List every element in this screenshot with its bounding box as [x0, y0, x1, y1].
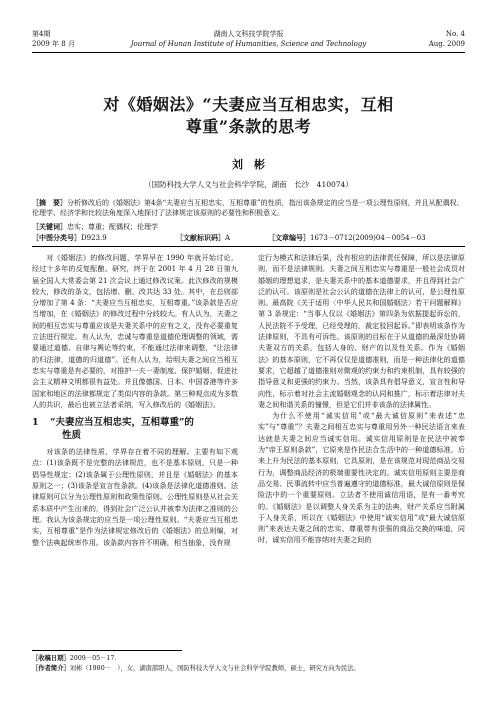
footnote-rule — [32, 650, 182, 651]
received-label: ［收稿日期］ — [32, 655, 70, 662]
clc-number — [32, 233, 107, 243]
keywords-text: 忠实；尊重；配偶权；伦理学 — [67, 223, 158, 231]
title-line-2: 尊重”条款的思考 — [185, 117, 312, 136]
abstract-rule — [32, 246, 465, 247]
footnote-received — [32, 654, 465, 663]
running-header — [32, 30, 465, 52]
abstract-label: ［摘 要］ — [32, 198, 67, 207]
section-1-number: 1 — [32, 417, 39, 429]
document-code — [176, 233, 230, 243]
journal-title-cn: 湖南人文科技学院学报 — [213, 30, 284, 38]
continued-paragraph: 定行为模式和法律后果，没有相应的法律责任保障，所以是法律原则，而不是法律规则。夫妻之间互相忠实与尊重是一般社会成员对婚姻的理想追求，是夫妻关系中的基本道德要求，并且得到社会广泛的认可。该原则是社会公认的道德在法律上的认可，是公理性原则。最高院《关于适用〈中华人民共和国婚姻法〉若干问题解释》第 3 条规定：“当事人仅以《婚姻法》第四条为依据提起诉讼的，人民法院不予受理，已经受理的，裁定驳回起诉。”即表明该条作为法律原则，不具有可诉性。该原则的目标在于从道德的最深处协调夫妻双方的关系，包括人身的、财产的以及性关系。作为《婚姻法》的基本原则，它不再仅仅是道德准则，而是一种法律化的道德要求，它超越了道德准则对微观的约束力和约束机制，具有较强的指导意义和更强的约束力。当然，该条具有倡导意义，宣言性和导向性，标示着对社会主流婚姻观念的认同和推广，标示着法律对夫妻之间和谐关系的憧憬，但是它们并非该条的法律属性。 — [258, 253, 465, 409]
second-paragraph: 为什么不使用“诚实信用”或“最大诚信原则”来表述“忠实”与“尊重”？夫妻之间相互忠实与尊重用另外一种民法语言来表达就是夫妻之间应当诚实信用。诚实信用原则是在民法中被奉为“帝王原则条款”，它原来是作民法合生活中的一种道德标准，后来上升为民法的基本原则，它具原则，是在该规范对现范商品交易行为，调整商品经济的极端重要性决定的。诚实信用原则主要是商品交易、民事流转中应当普遍遵守的道德标准，最大诚信原则是保险法中的一个重要原则。立法者不使用诚信用语，是有一番考究的。《婚姻法》是以调整人身关系为主的法典，财产关系应当附属于人身关系，所以在《婚姻法》中使用“诚实信用”或“最大诚信原则”来表达夫妻之间的忠实、尊重带有很强的商品交换的味道，同时，诚实信用不能容纳对夫妻之间的 — [258, 411, 465, 545]
doc-code-label: ［文献标识码］ — [176, 233, 225, 242]
doc-code-value: A — [225, 234, 231, 242]
journal-title-en: Journal of Hunan Institute of Humanities, Science and Technology — [130, 40, 367, 48]
abstract — [32, 198, 465, 218]
section-1-paragraph: 对该条的法律性质，学界存在着不同的理解。主要有如下观点：(1)该条既不是完整的法律规范，也不是基本原则，只是一种倡导性规定；(2)该条属于公理性原则，并且是《婚姻法》的基本原则之一；(3)该条是宣言性条款。(4)该条是法律化道德准则。法律原则可以分为公理性原则和政策性原则。公理性原则是从社会关系本质中产生出来的，得到社会广泛公认并被奉为法律之准则的公理。我认为该条规定的应当是一项公理性原则。“夫妻应当互相忠实，互相尊重”是作为法律规定修改后的《婚姻法》的总则编，对整个法典起统率作用。该条款内容并不明确，相当抽象，没有规 — [32, 447, 238, 547]
section-1-title-a: “夫妻应当互相忠实，互相尊重”的 — [50, 417, 194, 429]
clc-label: ［中图分类号］ — [32, 233, 81, 242]
keywords-label: ［关键词］ — [32, 222, 67, 231]
keywords — [32, 222, 465, 232]
issue-en: No. 4 — [445, 30, 465, 38]
section-1-title-b: 性质 — [62, 430, 82, 442]
author-name: 刘 彬 — [232, 158, 265, 171]
title-line-1: 对《婚姻法》“夫妻应当互相忠实，互相 — [103, 95, 394, 114]
author-bio: 刘彬（1980－ ），女，湖南邵阳人，国防科技大学人文与社会科学学院教师，硕士，研究方向为民法。 — [69, 665, 360, 672]
article-title — [32, 94, 465, 138]
received-date: 2009－05－17. — [69, 655, 117, 662]
body-left-column — [32, 252, 238, 548]
issue-cn: 第4期 — [32, 30, 51, 38]
author-bio-label: ［作者简介］ — [32, 665, 70, 672]
intro-paragraph: 对《婚姻法》的修改问题，学界早在 1990 年就开始讨论，经过十多年的反复酝酿、研究，终于在 2001 年 4 月 28 日第九届全国人大常委会第 21 次会议上通过修改议案。此次修改的规模较大，修改的条文，包括增、删、改共达 33 处。其中，在总则部分增加了第 4 条：“夫妻应当互相忠实，互相尊重。”该条款是否应当增加，在《婚姻法》的修改过程中分歧较大。有人认为，夫妻之间的相互忠实与尊重应该是夫妻关系中的应有之义，没有必要重复立法进行规定。有人认为，忠诚与尊重是道德伦理调整的领域，需要通过道德、自律与舆论等约束，不能通过法律来调整，“让法律的归法律，道德的归道德”。还有人认为，给明夫妻之间应当相互忠实与尊重是有必要的，对推护一夫一妻制度、保护婚姻、促进社会主义精神文明都很有益处。并且像德国、日本、中国香港等许多国家和地区的法律都规定了类似内容的条款。第三种观点成为多数人的共识，最后也被立法者采纳，写入修改后的《婚姻法》。 — [32, 253, 238, 409]
article-no-label: ［文章编号］ — [268, 233, 310, 242]
date-en: Aug. 2009 — [428, 40, 465, 48]
body-right-column — [258, 252, 465, 546]
footnote-author — [32, 664, 465, 673]
author-affiliation: （国防科技大学人文与社会科学学院，湖南 长沙 410074） — [144, 180, 353, 189]
section-1-heading — [32, 416, 238, 442]
article-number — [268, 233, 426, 243]
abstract-text: 分析修改后的《婚姻法》第4条“夫妻应当互相忠实，互相尊重”的性质，指出该条规定的应当是一项公理性原则，并且从配偶权、伦理学、经济学和比较法角度深入地探讨了法律规定该原则的必要性和积极意义。 — [32, 199, 464, 217]
header-rule — [32, 52, 465, 53]
date-cn: 2009 年 8 月 — [32, 40, 75, 48]
clc-value: D923.9 — [81, 234, 107, 242]
article-no-value: 1673－0712(2009)04－0054－03 — [310, 234, 426, 242]
